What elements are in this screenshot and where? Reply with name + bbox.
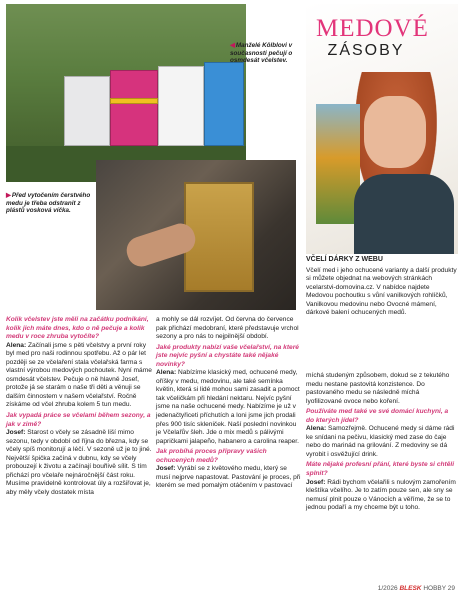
answer-2: Josef: Starost o včely se zásadně liší mimo sezonu, tedy v období od října do března, kdy se včely spíš monitorují a léčí. V sezoně už je to jiné. Největší špička začíná v dubnu, kdy se včely probouzejí k životu a začínají bouřlivě sílit. S tím přichází pro včelaře nejnáročnější část roku. Musíme pravidelně kontrolovat úly a rozšiřovat je, aby měly včely dostatek místa [6,429,152,496]
answer-1: Alena: Začínali jsme s pěti včelstvy a první roky byl med pro naši rodinnou spotřebu. Až o pár let později se ze včelaření stala včelařská farma s vlastní výrobou medových pochoutek. Nyní máme osmdesát včelstev. Pečuje o ně hlavně Josef, protože já se starám o naše tři děti a věnuji se dalším činnostem v našem včelařství. Ročně získáme od včel zhruba kolem 5 tun medu. [6,341,152,409]
web-gifts-box [306,256,458,318]
title-line1: MEDOVÉ [316,15,429,42]
answer-2-continued: a mohly se dál rozvíjet. Od června do července pak přichází medobraní, které představuje vrchol sezony a pro nás to nejpilnější období. [156,316,299,341]
page-footer [378,585,455,592]
beehives-photo [6,4,246,182]
column-1 [6,316,152,497]
question-4: Jak probíhá proces přípravy vašich ochucených medů? [156,448,267,464]
title-line2: ZÁSOBY [327,42,405,59]
issue-number: 1/2026 [377,585,398,592]
column-2 [156,316,302,491]
hive-pink [110,70,158,146]
honey-frame-photo [96,160,296,310]
shirt [354,174,454,254]
hive-blue [204,62,244,146]
answer-4: Josef: Vyrábí se z květového medu, který se musí nejprve napastovat. Pastování je proces, při kterém se med pomalým otáčením v pastovací [156,465,301,490]
face [364,96,426,168]
caption-honey: ▶Před vytočením čerstvého medu je třeba odstranit z plástů vosková víčka. [6,192,91,215]
answer-3: Alena: Nabízíme klasický med, ochucené medy, oříšky v medu, medovinu, ale také semínka květin, která si lidé mohou sami zasadit a pomoct tak včeličkám při hledání nektaru. Nejvíc pyšní jsme na naše ochucené medy. Nabízíme je už v jedenačtyřiceti příchutích a loni jsme jich prodali přes 900 tisíc skleniček. Naší poslední novinkou je Včelařův šleh. Jde o mix medů s pálivými papričkami jalapeño, habanero a carolina reaper. [156,369,300,445]
question-6: Máte nějaké profesní přání, které byste si chtěli splnit? [306,461,455,478]
question-1: Kolik včelstev jste měli na začátku podnikání, kolik jich máte dnes, kdo o ně pečuje a kolik medu v roce zhruba vytočíte? [6,316,149,341]
page-number: 29 [447,585,455,592]
question-5: Používáte med také ve své domácí kuchyni, a do kterých jídel? [306,408,449,424]
answer-4-continued: míchá studeným způsobem, dokud se z tekutého medu nestane pastovitá konzistence. Do pastovaného medu se následně míchá lyofilizované ovoce nebo koření. [306,372,450,405]
section-name: HOBBY [423,585,446,592]
sidebar-body: Včelí med i jeho ochucené varianty a další produkty si můžete objednat na webových stránkách vcelarstvi-domovina.cz. V nabídce najdete Medovou pochoutku s vůní vanilkových rohlíčků, Vanilkovou medovinu nebo Ovocné mámení, dárkové balení ochucených medů. [306,266,457,317]
answer-6: Josef: Rádi bychom včelařili s nulovým zamořením kleštíka včelího. Je to zatím pouze sen, ale sny se nemusí plnit pouze o Vánocích a věříme, že se to jednou podaří a my chceme být u toho. [306,478,456,512]
question-2: Jak vypadá práce se včelami během sezony, a jak v zimě? [6,412,151,428]
hive-white-2 [158,66,204,146]
article-title [316,15,429,60]
brand-logo: BLESK [399,585,422,592]
answer-5: Alena: Samozřejmě. Ochucené medy si dáme rádi ke snídani na pečivu, klasický med zase do čaje nebo do marinád na grilování. Z medoviny se dá vyrobit i osvěžující drink. [306,425,455,458]
hive-white [64,76,110,146]
sidebar-heading: VČELÍ DÁRKY Z WEBU [306,256,383,263]
column-3 [306,372,456,513]
caption-hives: ◀Manželé Kölblovi v současnosti pečují o osmdesát včelstev. [230,42,293,65]
hive-yellow-band [110,98,158,104]
question-3: Jaké produkty nabízí vaše včelařství, na které jste nejvíc pyšní a chystáte také nějaké novinky? [156,343,299,368]
